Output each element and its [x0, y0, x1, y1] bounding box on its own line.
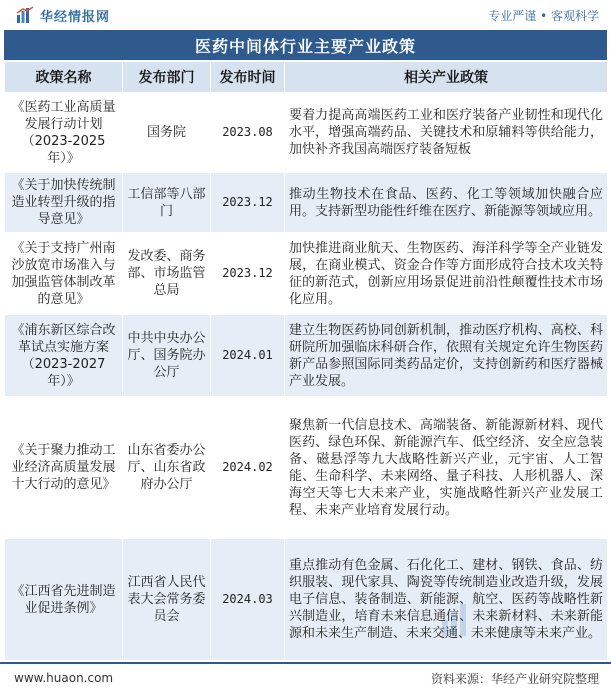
- policy-date: 2023.12: [211, 173, 285, 233]
- policy-content: 重点推动有色金属、石化化工、建材、钢铁、食品、纺织服装、现代家具、陶瓷等传统制造业改造升级，发展电子信息、装备制造、新能源、航空、医药等战略性新兴制造业，培育未来信息通信、未来新材料、未来新能源和未来生产制造、未来交通、未来健康等未来产业。: [285, 539, 608, 661]
- policy-name: 《关于加快传统制造业转型升级的指导意见》: [5, 173, 123, 233]
- policy-department: 发改委、商务部、市场监管总局: [123, 233, 211, 315]
- policy-name: 《关于支持广州南沙放宽市场准入与加强监管体制改革的意见》: [5, 233, 123, 315]
- policy-department: 中共中央办公厅、国务院办公厅: [123, 315, 211, 397]
- policy-content: 推动生物技术在食品、医药、化工等领域加快融合应用。支持新型功能性纤维在医疗、新能源等领域应用。: [285, 173, 608, 233]
- policy-department: 山东省委办公厅、山东省政府办公厅: [123, 397, 211, 539]
- table-row: [5, 539, 608, 661]
- policy-department: 工信部等八部门: [123, 173, 211, 233]
- website-url: www.huaon.com: [14, 671, 114, 685]
- policy-name: 《关于聚力推动工业经济高质量发展十大行动的意见》: [5, 397, 123, 539]
- table-row: [5, 233, 608, 315]
- table-row: [5, 397, 608, 539]
- table-row: [5, 315, 608, 397]
- data-source: 资料来源：华经产业研究院整理: [430, 671, 599, 686]
- policy-table: [4, 61, 608, 661]
- table-row: [5, 173, 608, 233]
- column-header-policy-name: 政策名称: [5, 62, 123, 93]
- column-header-date: 发布时间: [211, 62, 285, 93]
- policy-content: 建立生物医药协同创新机制，推动医疗机构、高校、科研院所加强临床科研合作，依照有关规定允许生物医药新产品参照国际同类药品定价，支持创新药和医疗器械产业发展。: [285, 315, 608, 397]
- top-bar: [0, 0, 611, 30]
- policy-date: 2024.03: [211, 539, 285, 661]
- column-header-content: 相关产业政策: [285, 62, 608, 93]
- policy-content: 聚焦新一代信息技术、高端装备、新能源新材料、现代医药、绿色环保、新能源汽车、低空经济、安全应急装备、磁悬浮等九大战略性新兴产业，元宇宙、人工智能、生命科学、未来网络、量子科技、人形机器人、深海空天等七大未来产业，实施战略性新兴产业发展工程、未来产业培育发展行动。: [285, 397, 608, 539]
- policy-department: 国务院: [123, 93, 211, 173]
- policy-name: 《浦东新区综合改革试点实施方案（2023-2027年）》: [5, 315, 123, 397]
- brand-name: 华经情报网: [40, 9, 111, 25]
- policy-content: 要着力提高高端医药工业和医疗装备产业韧性和现代化水平，增强高端药品、关键技术和原辅料等供给能力，加快补齐我国高端医疗装备短板: [285, 93, 608, 173]
- policy-date: 2024.02: [211, 397, 285, 539]
- policy-date: 2023.08: [211, 93, 285, 173]
- footer: [0, 662, 611, 692]
- huajing-logo-icon: [16, 6, 34, 24]
- table-header-row: [5, 62, 608, 93]
- policy-name: 《江西省先进制造业促进条例》: [5, 539, 123, 661]
- policy-date: 2024.01: [211, 315, 285, 397]
- policy-content: 加快推进商业航天、生物医药、海洋科学等全产业链发展，在商业模式、资金合作等方面形成符合技术攻关特征的新范式，创新应用场景促进前沿性颠覆性技术市场化应用。: [285, 233, 608, 315]
- page-title: 医药中间体行业主要产业政策: [4, 30, 607, 60]
- brand: [16, 6, 110, 25]
- policy-date: 2023.12: [211, 233, 285, 315]
- policy-name: 《医药工业高质量发展行动计划（2023-2025年）》: [5, 93, 123, 173]
- policy-department: 江西省人民代表大会常务委员会: [123, 539, 211, 661]
- table-row: [5, 93, 608, 173]
- slogan: 专业严谨 • 客观科学: [488, 8, 599, 23]
- column-header-department: 发布部门: [123, 62, 211, 93]
